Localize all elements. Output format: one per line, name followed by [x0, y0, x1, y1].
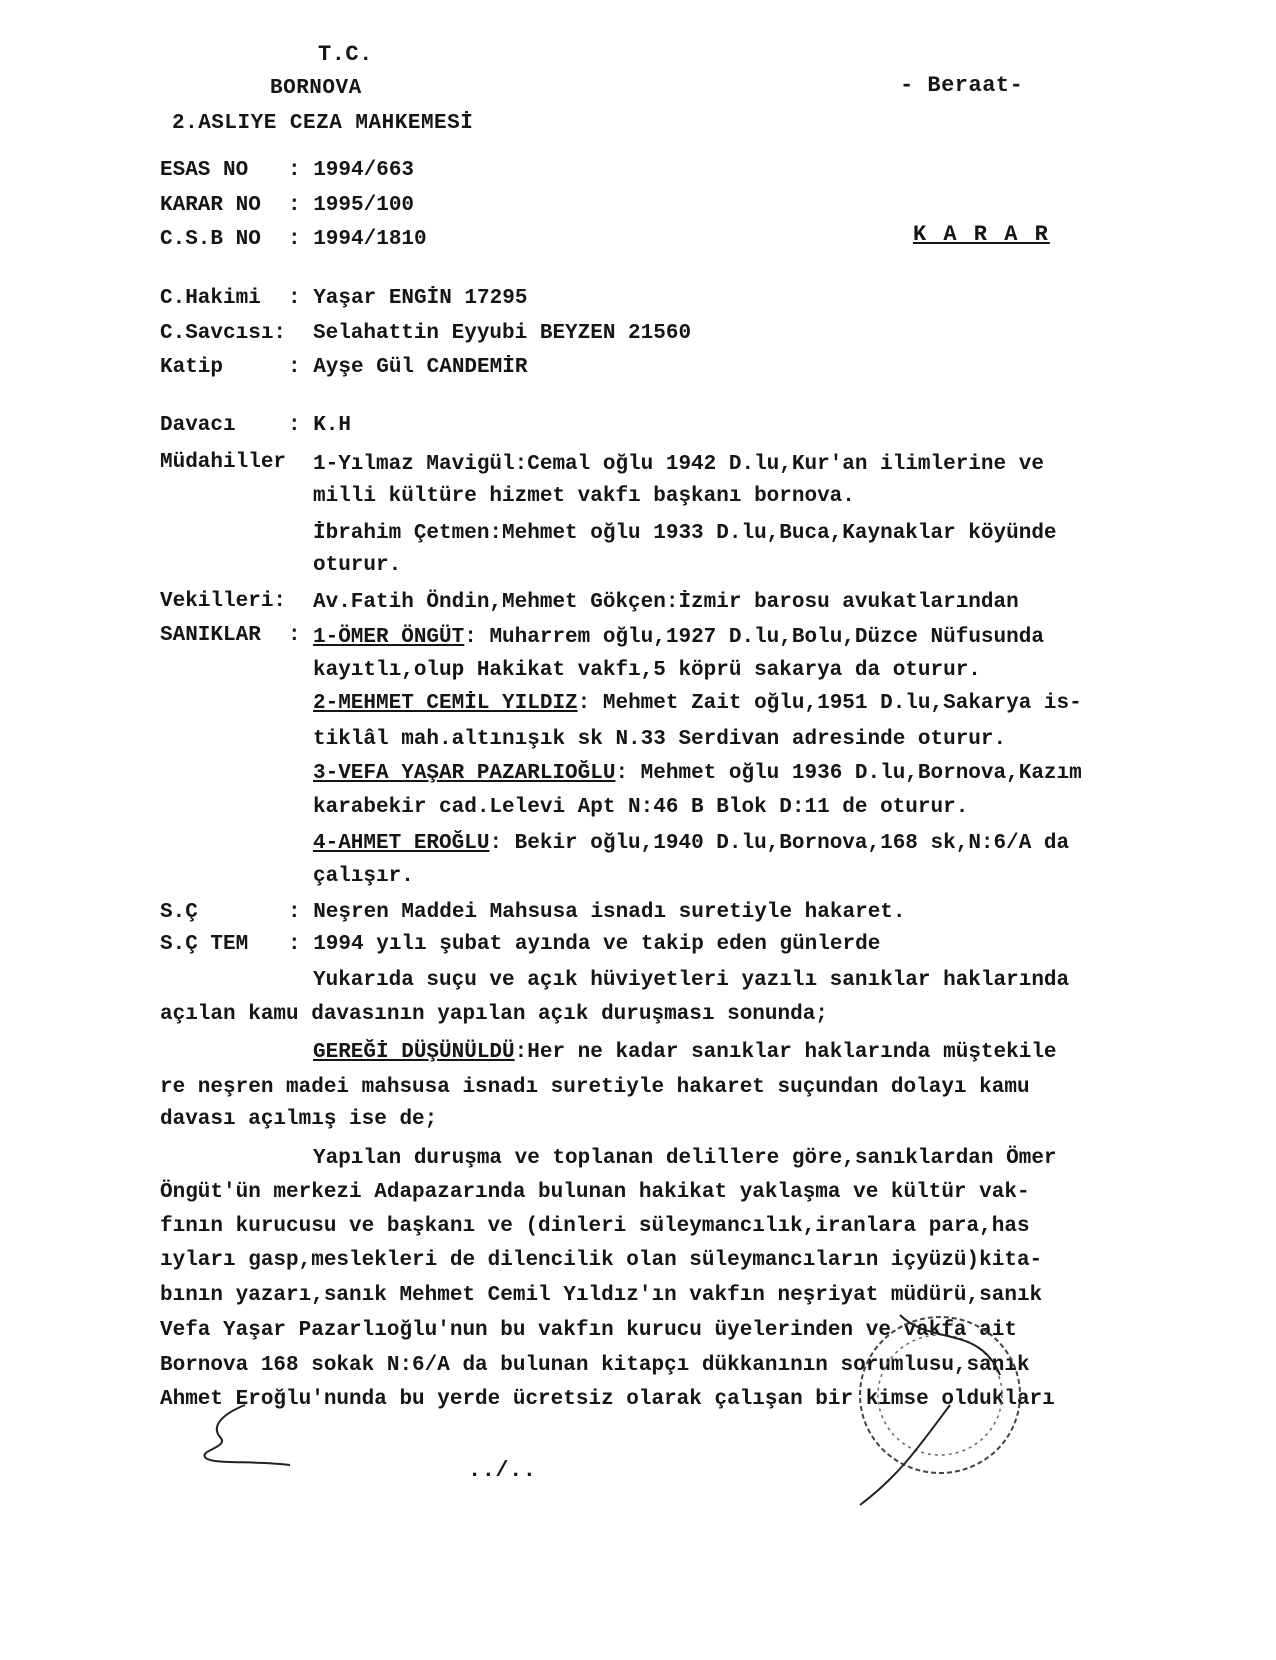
defendant-detail: tiklâl mah.altınışık sk N.33 Serdivan adresinde oturur. [313, 728, 1007, 751]
offense-date-value: : 1994 yılı şubat ayında ve takip eden günlerde [288, 933, 881, 956]
decision-number-value: : 1995/100 [288, 194, 415, 217]
defendant-detail: kayıtlı,olup Hakikat vakfı,5 köprü sakarya da oturur. [313, 659, 981, 682]
defendant-detail: : Bekir oğlu,1940 D.lu,Bornova,168 sk,N:6/A da [489, 832, 1070, 855]
reasoning-line [313, 1040, 1057, 1066]
charge-label: S.Ç [160, 901, 198, 924]
body-line: fının kurucusu ve başkanı ve (dinleri süleymancılık,iranlara para,has [160, 1215, 1030, 1238]
body-line: davası açılmış ise de; [160, 1108, 438, 1131]
plaintiff-label: Davacı [160, 414, 236, 437]
body-line: açılan kamu davasının yapılan açık duruşması sonunda; [160, 1003, 828, 1026]
complainant-line: oturur. [313, 554, 402, 577]
body-line: Vefa Yaşar Pazarlıoğlu'nun bu vakfın kurucu üyelerinden ve vakfa ait [160, 1319, 1017, 1342]
defendant-name: 2-MEHMET CEMİL YILDIZ [313, 692, 578, 715]
complainant-line: İbrahim Çetmen:Mehmet oğlu 1933 D.lu,Buca,Kaynaklar köyünde [313, 522, 1057, 545]
continued-mark: ../.. [468, 1458, 537, 1483]
defendants-colon: : [288, 624, 301, 647]
plaintiff-value: : K.H [288, 414, 352, 437]
body-line: re neşren madei mahsusa isnadı suretiyle hakaret suçundan dolayı kamu [160, 1076, 1030, 1099]
attorneys-value: Av.Fatih Öndin,Mehmet Gökçen:İzmir barosu avukatlarından [313, 591, 1019, 614]
republic-abbrev: T.C. [318, 42, 373, 67]
prosecution-number-label: C.S.B NO [160, 228, 261, 251]
defendants-label: SANIKLAR [160, 624, 261, 647]
complainant-line: milli kültüre hizmet vakfı başkanı bornova. [313, 485, 855, 508]
clerk-label: Katip [160, 356, 224, 379]
defendant-detail: : Muharrem oğlu,1927 D.lu,Bolu,Düzce Nüfusunda [464, 626, 1044, 649]
case-number-value: : 1994/663 [288, 159, 415, 182]
attorneys-label: Vekilleri: [160, 590, 287, 613]
complainants-label: Müdahiller [160, 451, 287, 474]
decision-title: K A R A R [913, 222, 1050, 247]
defendant-detail: çalışır. [313, 865, 414, 888]
charge-value: : Neşren Maddei Mahsusa isnadı suretiyle hakaret. [288, 901, 906, 924]
prosecution-number-value: : 1994/1810 [288, 228, 427, 251]
judge-label: C.Hakimi [160, 287, 261, 310]
body-line: Bornova 168 sokak N:6/A da bulunan kitapçı dükkanının sorumlusu,sanık [160, 1354, 1030, 1377]
official-seal-stamp [840, 1285, 1040, 1525]
defendant-detail: : Mehmet Zait oğlu,1951 D.lu,Sakarya is- [577, 692, 1082, 715]
body-line: bının yazarı,sanık Mehmet Cemil Yıldız'ın vakfın neşriyat müdürü,sanık [160, 1284, 1043, 1307]
body-line: Yukarıda suçu ve açık hüviyetleri yazılı sanıklar haklarında [313, 969, 1070, 992]
defendant-entry [313, 625, 1044, 651]
signature-scribble [190, 1395, 310, 1475]
body-line: Öngüt'ün merkezi Adapazarında bulunan hakikat yaklaşma ve kültür vak- [160, 1181, 1030, 1204]
prosecutor-value: Selahattin Eyyubi BEYZEN 21560 [313, 322, 692, 345]
defendant-entry [313, 761, 1082, 787]
verdict-type: - Beraat- [900, 73, 1024, 98]
clerk-value: : Ayşe Gül CANDEMİR [288, 356, 528, 379]
offense-date-label: S.Ç TEM [160, 933, 249, 956]
defendant-name: 4-AHMET EROĞLU [313, 832, 490, 855]
judge-value: : Yaşar ENGİN 17295 [288, 287, 528, 310]
defendant-name: 3-VEFA YAŞAR PAZARLIOĞLU [313, 762, 616, 785]
defendant-detail: : Mehmet oğlu 1936 D.lu,Bornova,Kazım [615, 762, 1082, 785]
complainant-line: 1-Yılmaz Mavigül:Cemal oğlu 1942 D.lu,Kur'an ilimlerine ve [313, 453, 1044, 476]
body-line: ıyları gasp,meslekleri de dilencilik olan süleymancıların içyüzü)kita- [160, 1249, 1043, 1272]
decision-number-label: KARAR NO [160, 194, 261, 217]
defendant-name: 1-ÖMER ÖNGÜT [313, 626, 465, 649]
case-number-label: ESAS NO [160, 159, 249, 182]
body-line: Yapılan duruşma ve toplanan delillere göre,sanıklardan Ömer [313, 1147, 1057, 1170]
district-name: BORNOVA [270, 77, 362, 100]
reasoning-text: :Her ne kadar sanıklar haklarında müştekile [514, 1041, 1057, 1064]
body-line: Ahmet Eroğlu'nunda bu yerde ücretsiz olarak çalışan bir kimse oldukları [160, 1388, 1055, 1411]
defendant-entry [313, 691, 1082, 717]
defendant-entry [313, 831, 1069, 857]
reasoning-heading: GEREĞİ DÜŞÜNÜLDÜ [313, 1041, 515, 1064]
court-name: 2.ASLIYE CEZA MAHKEMESİ [172, 112, 474, 135]
defendant-detail: karabekir cad.Lelevi Apt N:46 B Blok D:11 de oturur. [313, 796, 969, 819]
prosecutor-label: C.Savcısı: [160, 322, 287, 345]
